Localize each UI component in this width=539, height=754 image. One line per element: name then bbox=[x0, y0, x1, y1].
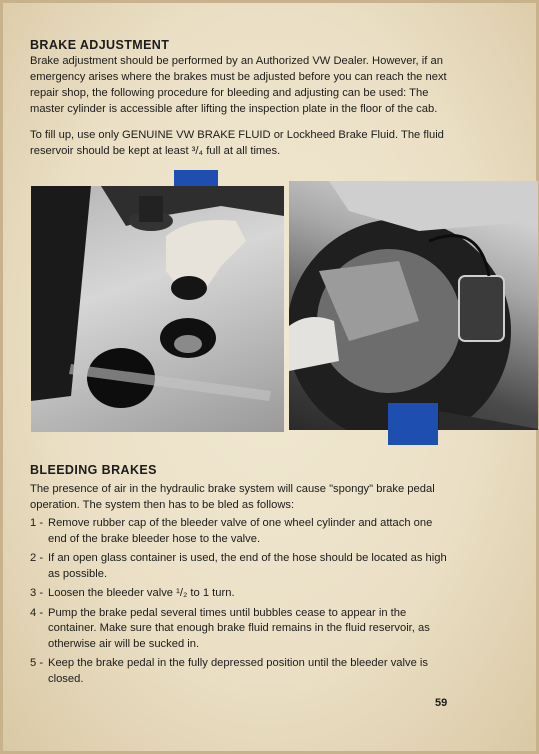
step-number: 3 - bbox=[30, 587, 44, 599]
bleeding-brakes-title: BLEEDING BRAKES bbox=[30, 463, 157, 477]
step-text: Remove rubber cap of the bleeder valve of one wheel cylinder and attach one end of the brake bleeder hose to the valve. bbox=[48, 517, 433, 545]
bleeding-brakes-intro: The presence of air in the hydraulic brake system will cause "spongy" brake pedal operation. The system then has to be bled as follows: bbox=[30, 483, 435, 511]
blue-tab-top bbox=[174, 170, 218, 186]
page-number: 59 bbox=[435, 697, 448, 709]
blue-tab-bottom bbox=[388, 403, 438, 445]
step-number: 4 - bbox=[30, 606, 44, 619]
list-item bbox=[30, 586, 450, 602]
reservoir-neck bbox=[139, 196, 163, 222]
cylinder-inner bbox=[174, 335, 202, 353]
brake-fluid-paragraph: To fill up, use only GENUINE VW BRAKE FLUID or Lockheed Brake Fluid. The fluid reservoir should be kept at least ³/₄ full at all times. bbox=[30, 129, 444, 157]
step-text: If an open glass container is used, the end of the hose should be located as high as possible. bbox=[48, 552, 447, 580]
glass-container bbox=[459, 276, 504, 341]
step-text: Keep the brake pedal in the fully depressed position until the bleeder valve is closed. bbox=[48, 657, 428, 685]
ground bbox=[439, 411, 538, 430]
list-item bbox=[30, 551, 450, 582]
fender bbox=[329, 181, 538, 231]
bleeding-steps-list bbox=[30, 516, 450, 691]
master-cylinder-photo bbox=[31, 186, 284, 432]
list-item bbox=[30, 656, 450, 687]
wheel-bleeding-photo bbox=[289, 181, 538, 430]
list-item bbox=[30, 606, 450, 653]
step-number: 1 - bbox=[30, 517, 44, 529]
step-text: Pump the brake pedal several times until bubbles cease to appear in the container. Make sure that enough brake fluid remains in the fluid reservoir, as otherwise air will be sucked in. bbox=[48, 606, 430, 650]
brake-adjustment-paragraph: Brake adjustment should be performed by an Authorized VW Dealer. However, if an emergency arises where the brakes must be adjusted before you can reach the next repair shop, the following procedure for bleeding and adjusting can be used: The master cylinder is accessible after lifting the inspection plate in the floor of the cab. bbox=[30, 55, 447, 115]
master-cylinder-illustration bbox=[31, 186, 284, 432]
step-text: Loosen the bleeder valve ¹/₂ to 1 turn. bbox=[48, 587, 235, 599]
wheel-bleeding-illustration bbox=[289, 181, 538, 430]
held-cap bbox=[171, 276, 207, 300]
step-number: 5 - bbox=[30, 657, 44, 669]
list-item bbox=[30, 516, 450, 547]
cab-edge bbox=[101, 186, 284, 226]
brake-adjustment-title: BRAKE ADJUSTMENT bbox=[30, 38, 170, 52]
step-number: 2 - bbox=[30, 552, 44, 564]
